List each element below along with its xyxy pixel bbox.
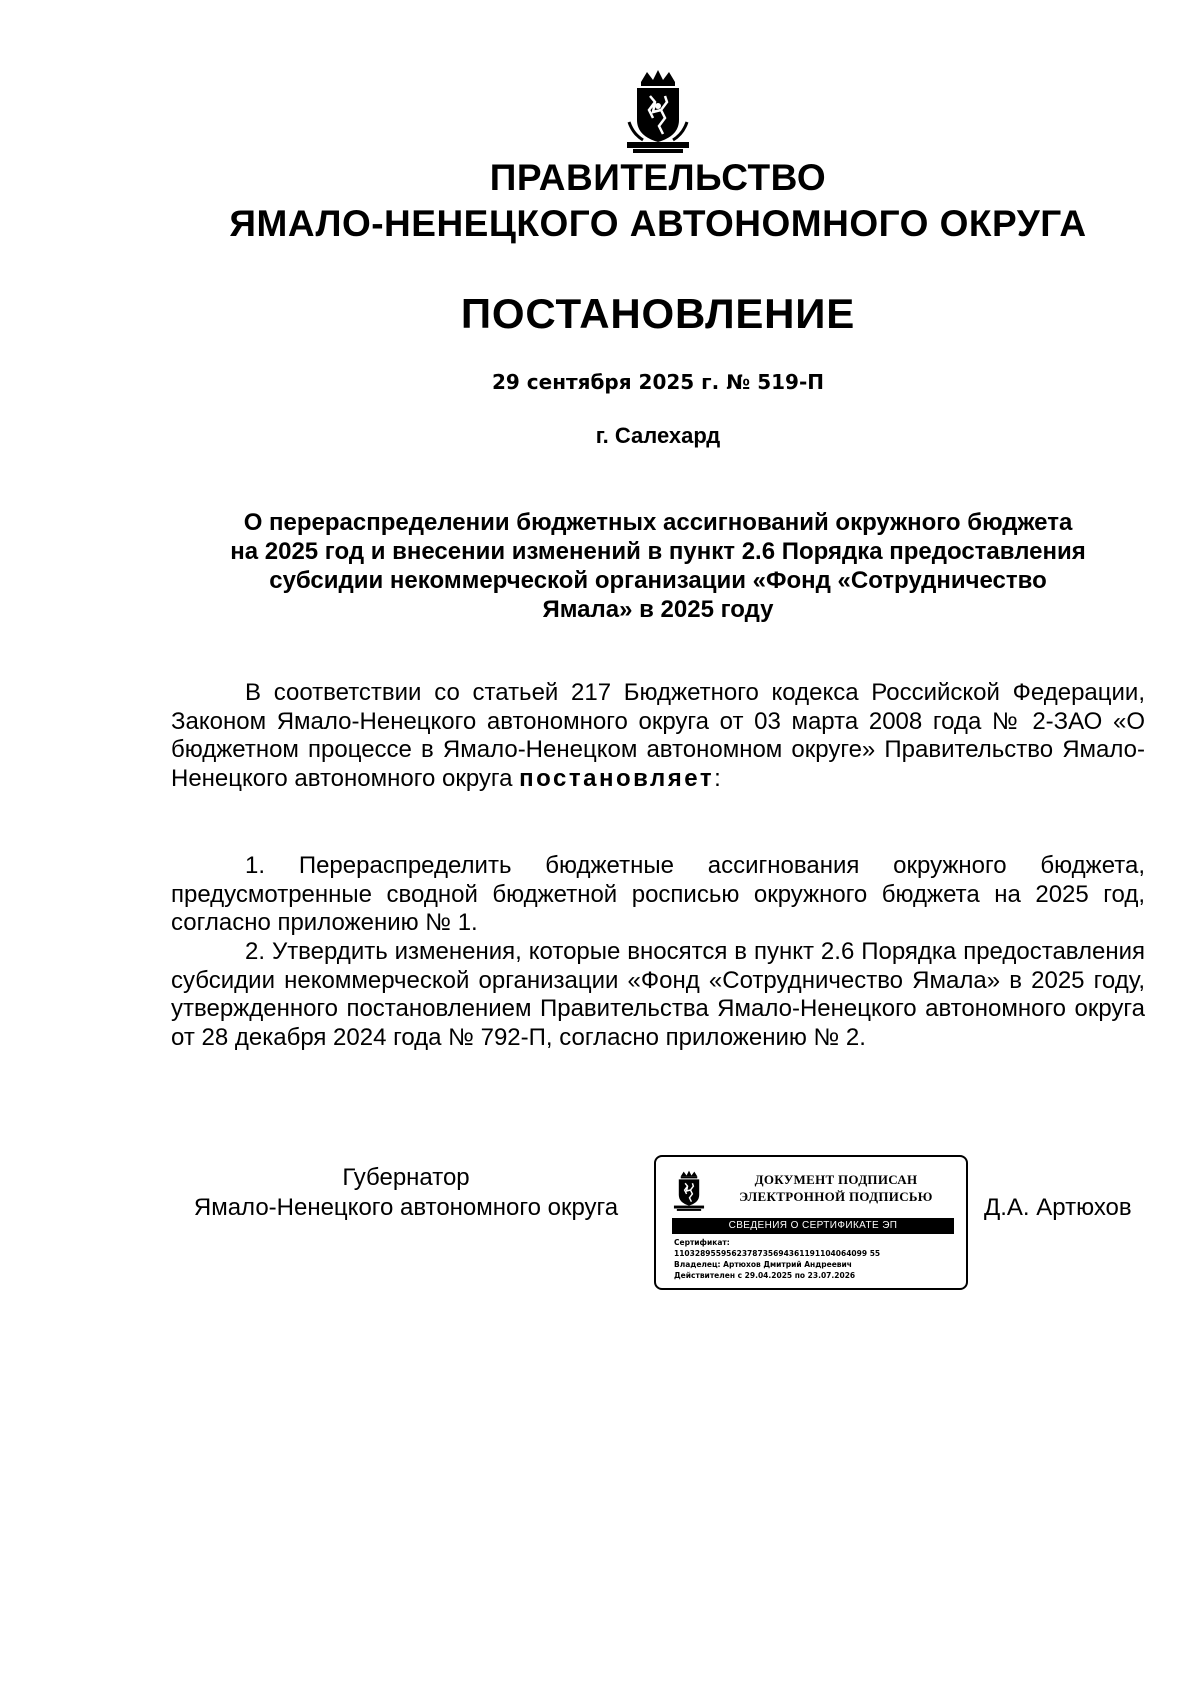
signer-name: Д.А. Артюхов — [984, 1194, 1132, 1221]
stamp-heading-line: ЭЛЕКТРОННОЙ ПОДПИСЬЮ — [739, 1189, 933, 1204]
signer-title — [171, 1163, 641, 1223]
preamble-paragraph — [171, 679, 1145, 793]
city: г. Салехард — [595, 423, 721, 448]
stamp-emblem-icon — [672, 1169, 706, 1213]
item-2-paragraph: 2. Утвердить изменения, которые вносятся в пункт 2.6 Порядка предоставления субсидии некоммерческой организации «Фонд «Сотрудничество Ямала» в 2025 году, утвержденного постановлением Правительства Ямало-Ненецкого автономного округа от 28 декабря 2024 года № 792-П, согласно приложению № 2. — [171, 938, 1145, 1051]
certificate-label: Сертификат: — [674, 1238, 730, 1247]
signer-region: Ямало-Ненецкого автономного округа — [193, 1194, 619, 1221]
government-title-line1: ПРАВИТЕЛЬСТВО — [489, 157, 827, 198]
subject-line: Ямала» в 2025 году — [542, 596, 774, 623]
certificate-owner: Владелец: Артюхов Дмитрий Андреевич — [674, 1260, 852, 1269]
stamp-heading-line: ДОКУМЕНТ ПОДПИСАН — [754, 1172, 918, 1187]
item-1-paragraph: 1. Перераспределить бюджетные ассигнования окружного бюджета, предусмотренные сводной бюджетной росписью окружного бюджета на 2025 год, согласно приложению № 1. — [171, 852, 1145, 936]
certificate-info-bar: СВЕДЕНИЯ О СЕРТИФИКАТЕ ЭП — [672, 1218, 954, 1234]
certificate-details — [674, 1237, 959, 1281]
subject-line: на 2025 год и внесении изменений в пункт 2.6 Порядка предоставления — [230, 538, 1086, 565]
document-subject — [150, 508, 1166, 624]
electronic-signature-stamp — [654, 1155, 968, 1290]
subject-line: О перераспределении бюджетных ассигнований окружного бюджета — [243, 509, 1073, 536]
decree-word: постановляет — [519, 764, 715, 792]
certificate-validity: Действителен с 29.04.2025 по 23.07.2026 — [674, 1271, 856, 1280]
signer-position: Губернатор — [342, 1164, 470, 1191]
preamble-text: В соответствии со статьей 217 Бюджетного кодекса Российской Федерации, Законом Ямало-Ненецкого автономного округа от 03 марта 2008 года № 2-ЗАО «О бюджетном процессе в Ямало-Ненецком автономном округе» Правительство Ямало-Ненецкого автономного округа — [171, 679, 1145, 792]
coat-of-arms-emblem — [623, 68, 693, 156]
document-type: ПОСТАНОВЛЕНИЕ — [460, 290, 856, 337]
government-title-line2: ЯМАЛО-НЕНЕЦКОГО АВТОНОМНОГО ОКРУГА — [229, 203, 1087, 244]
stamp-heading — [718, 1171, 954, 1205]
date-and-number: 29 сентября 2025 г. № 519-П — [491, 370, 824, 394]
subject-line: субсидии некоммерческой организации «Фонд «Сотрудничество — [269, 567, 1047, 594]
decree-colon: : — [714, 764, 721, 792]
certificate-number: 1103289559562378735694361191104064099 55 — [674, 1249, 881, 1258]
